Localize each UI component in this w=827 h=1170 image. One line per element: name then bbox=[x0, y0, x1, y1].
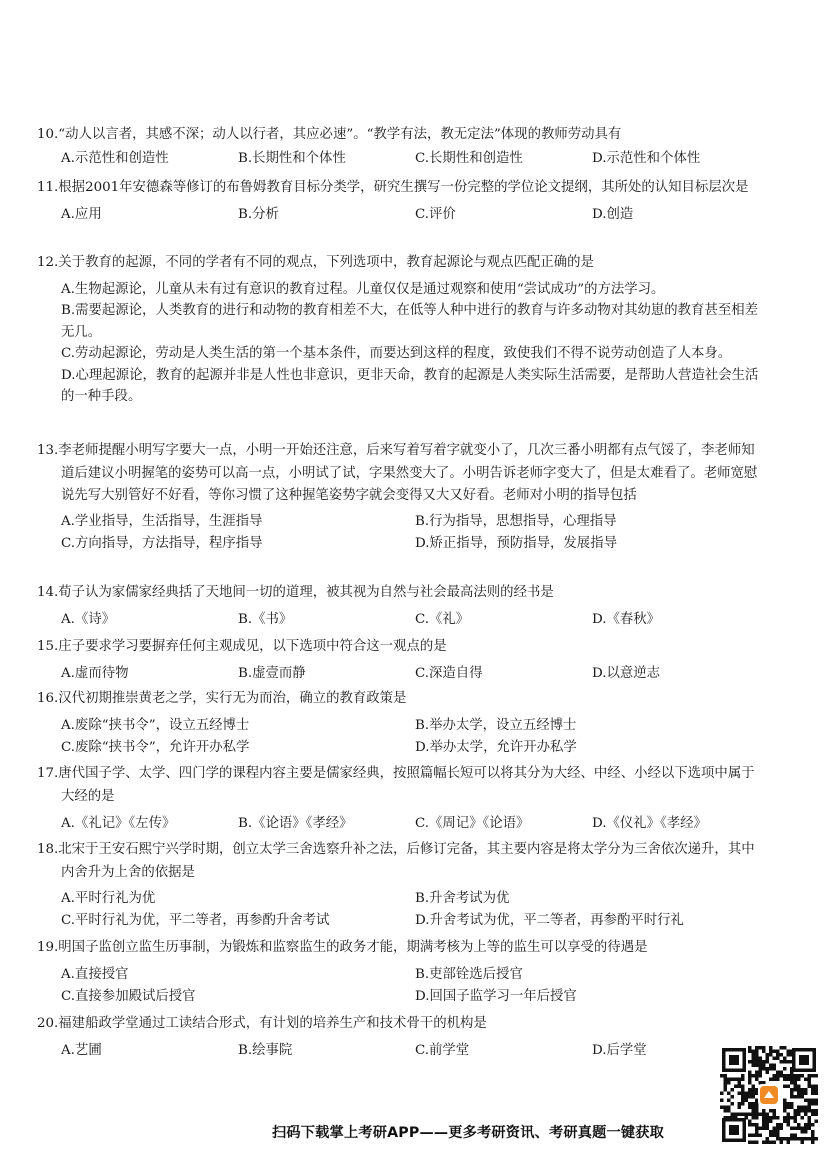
option-b: B.升舍考试为优 bbox=[415, 891, 510, 906]
question-stem: 17.唐代国子学、太学、四门学的课程内容主要是儒家经典，按照篇幅长短可以将其分为大经、中经、小经以下选项中属于大经的是 bbox=[37, 766, 755, 804]
option-c: C.废除“挟书令”，允许开办私学 bbox=[61, 739, 250, 755]
question-stem: 13.李老师提醒小明写字要大一点，小明一开始还注意，后来写着写着字就变小了，几次三番小明都有点气馁了，李老师知道后建议小明握笔的姿势可以高一点，小明试了试，字果然变大了。小明告诉老师字变大了，但是太难看了。老师宽慰说先写大别管好不好看，等你习惯了这种握笔姿势字就会变得又大又好看。老师对小明的指导包括 bbox=[37, 443, 758, 503]
question-stem: 11.根据2001年安德森等修订的布鲁姆教育目标分类学，研究生撰写一份完整的学位论文提纲，其所处的认知目标层次是 bbox=[37, 180, 749, 195]
option-c: C.深造自得 bbox=[415, 665, 483, 681]
option-d: D.矫正指导，预防指导，发展指导 bbox=[415, 535, 617, 551]
question-17 bbox=[37, 763, 767, 835]
question-11 bbox=[37, 177, 767, 226]
option-a: A.废除“挟书令”，设立五经博士 bbox=[61, 717, 250, 733]
option-d: D.示范性和个体性 bbox=[592, 150, 701, 166]
question-14 bbox=[37, 582, 767, 631]
option-a: A.学业指导，生活指导，生涯指导 bbox=[61, 513, 263, 529]
option-d: D.心理起源论，教育的起源并非是人性也非意识，更非天命，教育的起源是人类实际生活需要，是帮助人营造社会生活的一种手段。 bbox=[61, 367, 759, 404]
option-b: B.行为指导，思想指导，心理指导 bbox=[415, 513, 617, 529]
options-row bbox=[37, 203, 767, 226]
footer-promo-text: 扫码下载掌上考研APP——更多考研资讯、考研真题一键获取 bbox=[272, 1125, 665, 1141]
option-b: B.《论语》《孝经》 bbox=[238, 816, 353, 831]
question-stem: 14.荀子认为家儒家经典括了天地间一切的道理，被其视为自然与社会最高法则的经书是 bbox=[37, 585, 554, 600]
options-grid bbox=[37, 888, 767, 932]
options-row bbox=[37, 608, 767, 631]
option-b: B.绘事院 bbox=[238, 1042, 293, 1058]
option-c: C.长期性和创造性 bbox=[415, 150, 523, 166]
option-a: A.《诗》 bbox=[61, 611, 116, 627]
option-c: C.《礼》 bbox=[415, 611, 470, 627]
qr-code-icon[interactable] bbox=[720, 1046, 818, 1144]
option-a: A.示范性和创造性 bbox=[61, 150, 169, 166]
option-c: C.直接参加殿试后授官 bbox=[61, 988, 196, 1004]
option-c: C.劳动起源论，劳动是人类生活的第一个基本条件，而要达到这样的程度，致使我们不得不说劳动创造了人本身。 bbox=[61, 346, 732, 361]
option-b: B.需要起源论，人类教育的进行和动物的教育相差不大，在低等人种中进行的教育与许多动物对其幼崽的教育甚至相差无几。 bbox=[61, 303, 759, 340]
options-row bbox=[37, 812, 767, 835]
question-stem: 20.福建船政学堂通过工读结合形式，有计划的培养生产和技术骨干的机构是 bbox=[37, 1016, 487, 1031]
option-a: A.应用 bbox=[61, 206, 102, 222]
question-stem: 15.庄子要求学习要摒弃任何主观成见，以下选项中符合这一观点的是 bbox=[37, 639, 447, 654]
options-row bbox=[37, 662, 767, 685]
options-grid bbox=[37, 715, 767, 759]
question-16 bbox=[37, 688, 767, 759]
option-c: C.方向指导，方法指导，程序指导 bbox=[61, 535, 263, 551]
question-18 bbox=[37, 839, 767, 932]
option-a: A.平时行礼为优 bbox=[61, 891, 156, 906]
option-b: B.分析 bbox=[238, 206, 279, 222]
option-d: D.升舍考试为优，平二等者，再参酌平时行礼 bbox=[415, 913, 684, 928]
question-20 bbox=[37, 1013, 767, 1062]
option-b: B.举办太学，设立五经博士 bbox=[415, 717, 577, 733]
option-c: C.平时行礼为优，平二等者，再参酌升舍考试 bbox=[61, 913, 330, 928]
option-d: D.举办太学，允许开办私学 bbox=[415, 739, 577, 755]
question-12 bbox=[37, 252, 767, 408]
options-row bbox=[37, 147, 767, 170]
option-c: C.前学堂 bbox=[415, 1042, 470, 1058]
option-a: A.《礼记》《左传》 bbox=[61, 816, 176, 831]
option-a: A.艺圃 bbox=[61, 1042, 102, 1058]
options-row bbox=[37, 1039, 767, 1062]
question-19 bbox=[37, 937, 767, 1008]
option-d: D.《春秋》 bbox=[592, 611, 661, 627]
question-13 bbox=[37, 440, 767, 555]
options-grid bbox=[37, 964, 767, 1008]
options-grid bbox=[37, 511, 767, 555]
option-d: D.后学堂 bbox=[592, 1042, 647, 1058]
option-a: A.生物起源论，儿童从未有过有意识的教育过程。儿童仅仅是通过观察和使用“尝试成功”的方法学习。 bbox=[61, 281, 665, 297]
option-d: D.《仪礼》《孝经》 bbox=[592, 816, 707, 831]
question-10 bbox=[37, 124, 767, 170]
option-b: B.吏部铨选后授官 bbox=[415, 966, 523, 982]
options-list bbox=[37, 279, 767, 408]
question-stem: 18.北宋于王安石熙宁兴学时期，创立太学三舍选察升补之法，后修订完备，其主要内容是将太学分为三舍依次递升，其中内舍升为上舍的依据是 bbox=[37, 842, 755, 880]
question-stem: 12.关于教育的起源，不同的学者有不同的观点，下列选项中，教育起源论与观点匹配正确的是 bbox=[37, 255, 594, 270]
option-d: D.回国子监学习一年后授官 bbox=[415, 988, 577, 1004]
qr-code-graphic bbox=[720, 1046, 818, 1144]
option-d: D.以意逆志 bbox=[592, 665, 661, 681]
question-15 bbox=[37, 636, 767, 685]
option-c: C.《周记》《论语》 bbox=[415, 816, 530, 831]
option-b: B.《书》 bbox=[238, 611, 293, 627]
option-b: B.长期性和个体性 bbox=[238, 150, 346, 166]
question-stem: 10.“动人以言者，其感不深；动人以行者，其应必速”。“教学有法，教无定法”体现的教师劳动具有 bbox=[37, 127, 622, 142]
option-c: C.评价 bbox=[415, 206, 456, 222]
option-a: A.虚而待物 bbox=[61, 665, 129, 681]
question-stem: 19.明国子监创立监生历事制，为锻炼和监察监生的政务才能，期满考核为上等的监生可以享受的待遇是 bbox=[37, 940, 648, 955]
question-stem: 16.汉代初期推崇黄老之学，实行无为而治，确立的教育政策是 bbox=[37, 691, 407, 706]
option-d: D.创造 bbox=[592, 206, 634, 222]
option-b: B.虚壹而静 bbox=[238, 665, 306, 681]
option-a: A.直接授官 bbox=[61, 966, 129, 982]
